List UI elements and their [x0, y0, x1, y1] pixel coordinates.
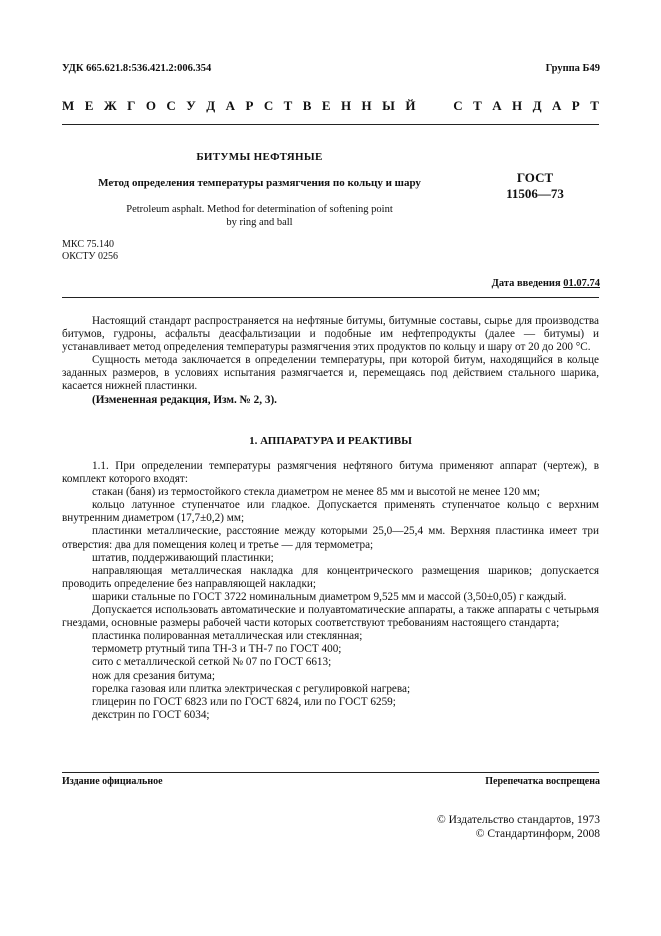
banner-letter: Н [361, 98, 372, 113]
list-item-stand: штатив, поддерживающий пластинки; [92, 551, 274, 564]
banner-letter: Д [206, 98, 216, 113]
gost-number [470, 170, 600, 202]
document-title: БИТУМЫ НЕФТЯНЫЕ [196, 151, 323, 163]
banner-letter: Ы [382, 98, 395, 113]
gost-label: ГОСТ [516, 170, 554, 185]
intro-text [62, 315, 599, 407]
list-item-polished-plate: пластинка полированная металлическая или стеклянная; [92, 630, 363, 643]
banner-letter: Е [321, 98, 331, 113]
banner-letter: М [62, 98, 75, 113]
english-title [62, 203, 457, 229]
date-label: Дата введения [491, 278, 561, 289]
list-item-guide: направляющая металлическая накладка для концентрического размещения шариков; допускается проводить определение без направляющей накладки; [62, 564, 599, 590]
okstu-code: ОКСТУ 0256 [62, 251, 119, 262]
banner-letter: Т [590, 98, 599, 113]
interstate-standard-banner [62, 98, 599, 114]
footer-divider [62, 772, 599, 773]
clause-1-1: 1.1. При определении температуры размягчения нефтяного битума применяют аппарат (чертеж), в комплект которого входят: [62, 460, 599, 486]
banner-letter: Р [571, 98, 580, 113]
list-item-thermometer: термометр ртутный типа ТН-3 и ТН-7 по ГОСТ 400; [92, 643, 342, 656]
english-title-line-1: Petroleum asphalt. Method for determination of softening point [126, 204, 393, 215]
classification-codes [62, 239, 118, 263]
list-item-dextrin: декстрин по ГОСТ 6034; [92, 708, 210, 721]
group-code: Группа Б49 [545, 63, 600, 74]
banner-letter: С [263, 98, 274, 113]
reprint-notice: Перепечатка воспрещена [485, 776, 600, 787]
banner-letter: Р [245, 98, 254, 113]
copyright-1973: © Издательство стандартов, 1973 [436, 814, 600, 826]
list-item-beaker: стакан (баня) из термостойкого стекла диаметром не менее 85 мм и высотой не менее 120 мм; [92, 486, 540, 499]
banner-letter: Ж [103, 98, 117, 113]
udk-code: УДК 665.621.8:536.421.2:006.354 [62, 63, 212, 74]
banner-letter: Н [340, 98, 352, 113]
banner-letter: Т [283, 98, 293, 113]
banner-letter [440, 98, 443, 114]
copyright-block [437, 813, 600, 841]
intro-paragraph-2: Сущность метода заключается в определении температуры, при которой битум, находящийся в кольце заданных размеров, в условиях испытания размягчается и, перемещаясь под действием стального шарика, касается нижней пластинки. [62, 354, 599, 393]
banner-letter: У [186, 98, 196, 113]
mks-code: МКС 75.140 [62, 239, 114, 250]
banner-letter: А [225, 98, 235, 113]
amendment-note: (Измененная редакция, Изм. № 2, 3). [92, 393, 277, 406]
list-item-balls: шарики стальные по ГОСТ 3722 номинальным диаметром 9,525 мм и массой (3,50±0,05) г каждый. [92, 590, 567, 603]
header-divider [62, 124, 599, 125]
banner-letter: В [302, 98, 312, 113]
banner-letters [62, 98, 599, 114]
date-value: 01.07.74 [563, 278, 600, 289]
banner-letter [426, 98, 429, 114]
banner-letter: С [453, 98, 463, 113]
banner-letter: О [145, 98, 156, 113]
list-item-burner: горелка газовая или плитка электрическая с регулировкой нагрева; [92, 682, 411, 695]
english-title-line-2: by ring and ball [226, 217, 293, 228]
date-divider [62, 297, 599, 298]
banner-letter: Н [512, 98, 523, 113]
banner-letter: Й [405, 98, 416, 113]
section-heading: 1. АППАРАТУРА И РЕАКТИВЫ [249, 435, 412, 447]
intro-paragraph-1: Настоящий стандарт распространяется на нефтяные битумы, битумные составы, сырье для производства битумов, гудроны, асфальты деасфальтизации и подобные им нефтепродукты (далее — битумы) и устанавливает метод определения температуры размягчения этих продуктов по кольцу и шару от 20 до 200 °С. [62, 315, 599, 354]
list-item-ring: кольцо латунное ступенчатое или гладкое. Допускается применять ступенчатое кольцо с верхним внутренним диаметром (17,7±0,2) мм; [62, 499, 599, 525]
gost-code: 11506—73 [506, 186, 564, 201]
banner-letter: Е [84, 98, 94, 113]
list-item-automatic: Допускается использовать автоматические и полуавтоматические аппараты, а также аппараты с четырьмя гнездами, основные размеры рабочей части которых соответствуют требованиям настоящего стандарта; [62, 604, 599, 630]
list-item-glycerin: глицерин по ГОСТ 6823 или по ГОСТ 6824, или по ГОСТ 6259; [92, 695, 396, 708]
list-item-sieve: сито с металлической сеткой № 07 по ГОСТ 6613; [92, 656, 332, 669]
banner-letter: А [551, 98, 562, 113]
banner-letter: Г [127, 98, 136, 113]
banner-letter: Т [473, 98, 482, 113]
banner-letter: Д [532, 98, 542, 113]
copyright-2008: © Стандартинформ, 2008 [475, 828, 600, 840]
introduction-date [492, 278, 600, 289]
banner-letter: С [166, 98, 176, 113]
document-subtitle: Метод определения температуры размягчения по кольцу и шару [98, 177, 421, 189]
list-item-plates: пластинки металлические, расстояние между которыми 25,0—25,4 мм. Верхняя пластинка имеет три отверстия: два для помещения колец и третье — для термометра; [62, 525, 599, 551]
section-1-text [62, 460, 599, 722]
banner-letter: А [492, 98, 502, 113]
list-item-knife: нож для срезания битума; [92, 669, 215, 682]
official-edition: Издание официальное [62, 776, 163, 787]
